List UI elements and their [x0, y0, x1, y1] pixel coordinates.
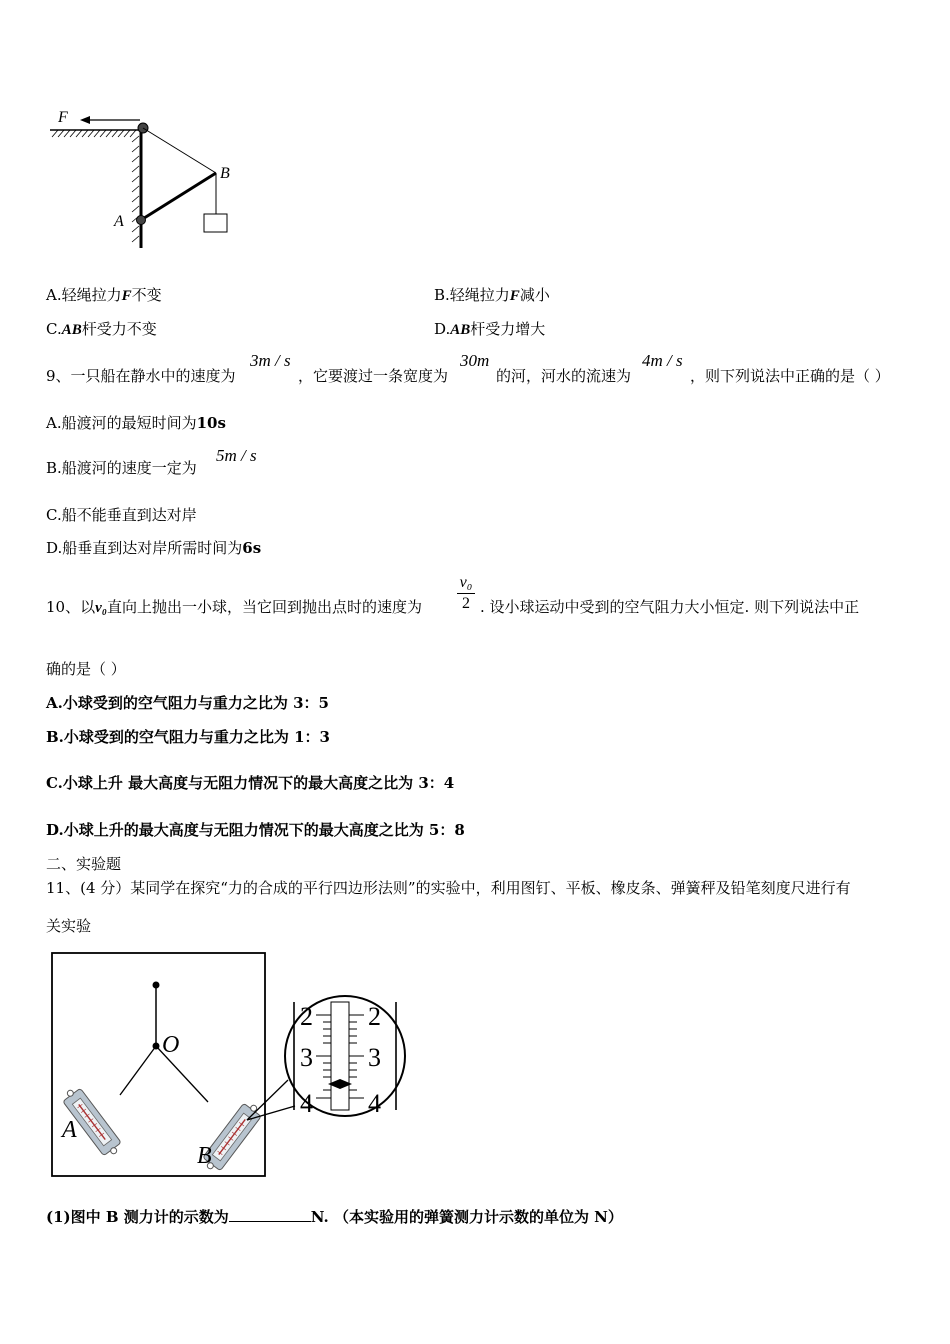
q9-option-a-text: A.船渡河的最短时间为 — [46, 414, 197, 432]
q8-option-d-var: AB — [450, 322, 471, 338]
q10-option-b: B.小球受到的空气阻力与重力之比为 1：3 — [46, 728, 330, 746]
q8-option-a — [46, 285, 162, 306]
q9-option-d — [46, 538, 261, 558]
scale-tick-2-left: 2 — [300, 1002, 313, 1031]
q10-stem-line1 — [46, 597, 422, 618]
q10-v0: v₀ — [95, 600, 107, 616]
q10-stem-part2: 直向上抛出一小球，当它回到抛出点时的速度为 — [106, 598, 422, 616]
q10-option-c: C.小球上升 最大高度与无阻力情况下的最大高度之比为 3：4 — [46, 774, 455, 792]
q11-stem-line1: 11、(4 分）某同学在探究“力的合成的平行四边形法则”的实验中，利用图钉、平板、橡皮条、弹簧秤及铅笔刻度尺进行有 — [46, 879, 851, 897]
q8-option-b-text: B.轻绳拉力 — [434, 286, 510, 304]
label-A: A — [114, 213, 124, 230]
q9-stem-part3: 的河，河水的流速为 — [496, 367, 632, 385]
q9-boat-speed: 3m / s — [250, 351, 291, 370]
scale-tick-4-right: 4 — [368, 1089, 381, 1118]
q9-stem-part2: ，它要渡过一条宽度为 — [298, 367, 449, 385]
q11-sub1 — [46, 1207, 623, 1227]
q8-option-a-post: 不变 — [131, 286, 162, 304]
label-B: B — [220, 165, 230, 182]
q8-option-a-text: A.轻绳拉力 — [46, 286, 122, 304]
q11-stem-line2: 关实验 — [46, 917, 92, 935]
q10-fraction-denominator: 2 — [462, 595, 470, 612]
section-title-experiment: 二、实验题 — [46, 855, 122, 873]
q11-sub1-post: N. （本实验用的弹簧测力计示数的单位为 N） — [310, 1208, 623, 1226]
q8-option-c-text: C. — [46, 320, 62, 338]
q10-option-d: D.小球上升的最大高度与无阻力情况下的最大高度之比为 5：8 — [46, 821, 465, 839]
q9-stem-part4: ，则下列说法中正确的是（ ） — [690, 367, 890, 385]
q9-option-a-value: 10s — [196, 414, 226, 432]
figure-spring-scales — [50, 950, 420, 1190]
label-A: A — [62, 1117, 77, 1143]
q9-option-b: B.船渡河的速度一定为 — [46, 459, 197, 477]
scale-tick-2-right: 2 — [368, 1002, 381, 1031]
q8-option-c-var: AB — [61, 322, 82, 338]
label-B: B — [197, 1143, 212, 1169]
q8-option-b-var: F — [509, 288, 520, 304]
q9-water-speed: 4m / s — [642, 351, 683, 370]
q9-stem-part1: 9、一只船在静水中的速度为 — [46, 367, 236, 385]
q8-option-b — [434, 285, 550, 306]
q10-stem-part3: . 设小球运动中受到的空气阻力大小恒定. 则下列说法中正 — [480, 598, 860, 616]
q8-option-a-var: F — [121, 288, 132, 304]
q8-option-d — [434, 319, 545, 340]
q10-option-a: A.小球受到的空气阻力与重力之比为 3：5 — [46, 694, 329, 712]
q9-option-a — [46, 413, 226, 433]
q8-option-c-post: 杆受力不变 — [81, 320, 157, 338]
q9-river-width: 30m — [460, 351, 490, 370]
q10-fraction — [455, 573, 477, 614]
q10-fraction-numerator: v₀ — [459, 574, 473, 591]
scale-tick-4-left: 4 — [300, 1089, 313, 1118]
scale-tick-3-right: 3 — [368, 1043, 381, 1072]
q8-option-d-post: 杆受力增大 — [470, 320, 546, 338]
label-O: O — [162, 1032, 180, 1058]
figure-wall-rod-rope — [40, 100, 280, 260]
q9-option-d-text: D.船垂直到达对岸所需时间为 — [46, 539, 243, 557]
q11-sub1-text: (1)图中 B 测力计的示数为 — [46, 1208, 229, 1226]
answer-blank[interactable] — [229, 1207, 311, 1222]
q8-option-b-post: 减小 — [519, 286, 550, 304]
q8-option-c — [46, 319, 157, 340]
q10-stem-line2: 确的是（ ） — [46, 660, 126, 678]
q9-option-c: C.船不能垂直到达对岸 — [46, 506, 197, 524]
label-F: F — [58, 109, 68, 126]
scale-tick-3-left: 3 — [300, 1043, 313, 1072]
q10-stem-part1: 10、以 — [46, 598, 96, 616]
q8-option-d-text: D. — [434, 320, 451, 338]
q9-option-b-value: 5m / s — [216, 446, 257, 465]
q9-option-d-value: 6s — [242, 539, 262, 557]
